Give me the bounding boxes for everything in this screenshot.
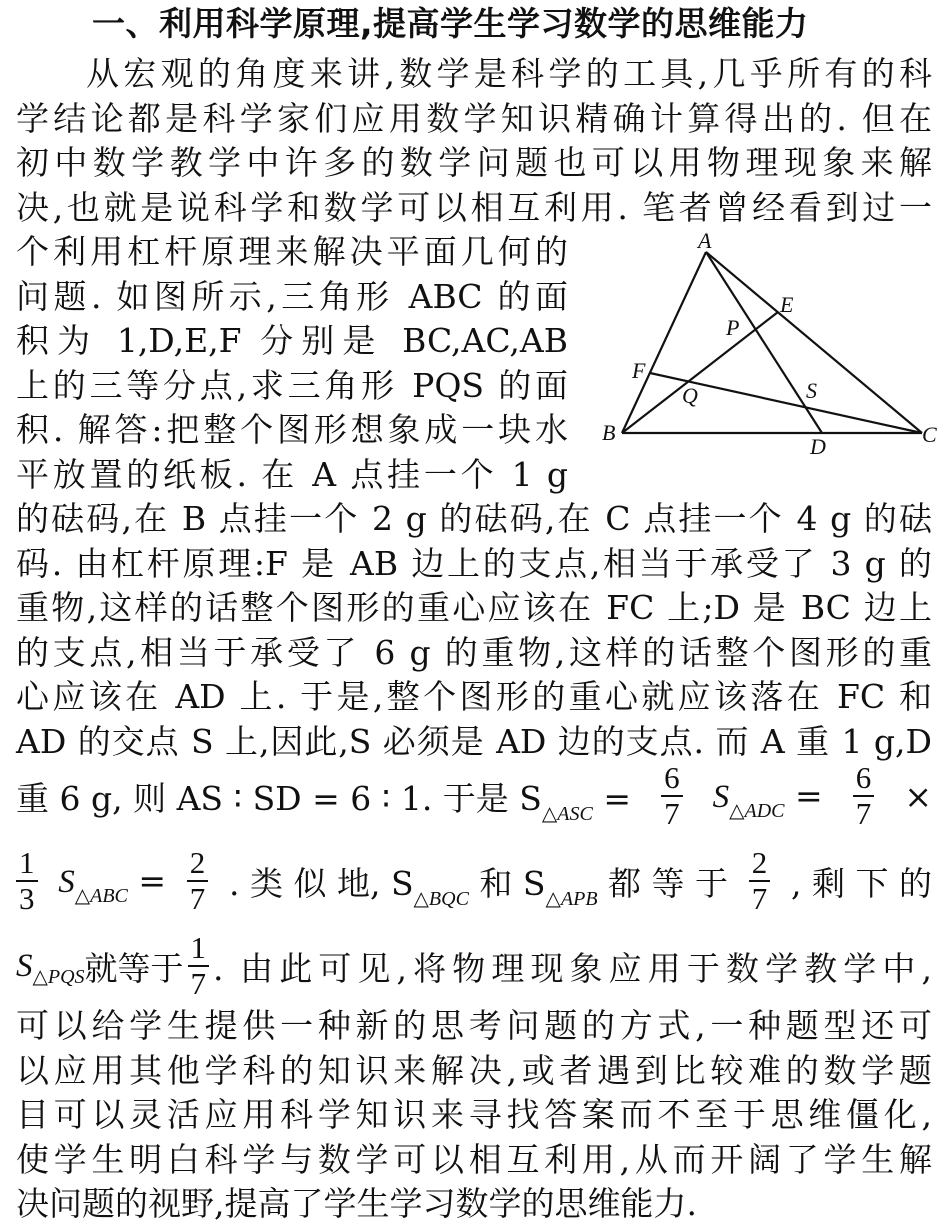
intro-line: 决,也就是说科学和数学可以相互利用. 笔者曾经看到过一 bbox=[16, 187, 932, 227]
fraction-numerator: 2 bbox=[187, 846, 209, 882]
math3-lead: 就等于 bbox=[84, 948, 184, 988]
body-line: 重物,这样的话整个图形的重心应该在 FC 上;D 是 BC 边上 bbox=[16, 588, 932, 627]
label-d: D bbox=[810, 434, 826, 459]
math1-eq2: = bbox=[784, 776, 823, 815]
math1-sub2: △ADC bbox=[729, 800, 785, 822]
math2-mid-group bbox=[229, 858, 729, 910]
body-line: 心应该在 AD 上. 于是,整个图形的重心就应该落在 FC 和 bbox=[16, 677, 932, 716]
fraction-numerator: 6 bbox=[661, 761, 683, 797]
math-line-2 bbox=[16, 843, 932, 919]
fraction-numerator: 2 bbox=[749, 846, 771, 882]
label-b: B bbox=[602, 420, 616, 445]
body-line: 码. 由杠杆原理:F 是 AB 边上的支点,相当于承受了 3 g 的 bbox=[16, 543, 932, 583]
body-line: 的支点,相当于承受了 6 g 的重物,这样的话整个图形的重 bbox=[16, 632, 932, 672]
side-line: 积为 1,D,E,F 分别是 BC,AC,AB bbox=[16, 321, 568, 360]
intro-line: 学结论都是科学家们应用数学知识精确计算得出的. 但在 bbox=[16, 98, 932, 138]
fraction-denominator: 7 bbox=[751, 881, 768, 916]
label-a: A bbox=[698, 230, 712, 253]
math2-and: 和 S bbox=[468, 863, 546, 903]
side-line: 上的三等分点,求三角形 PQS 的面 bbox=[16, 365, 568, 405]
math2-s-group bbox=[58, 861, 167, 907]
fraction-denominator: 7 bbox=[189, 881, 206, 916]
segment-ad bbox=[706, 252, 822, 433]
math-line-3 bbox=[16, 928, 932, 1004]
math2-tail: 都 等 于 bbox=[597, 863, 729, 903]
math2-fraction-1 bbox=[16, 846, 38, 916]
math2-sub1: △ABC bbox=[74, 885, 128, 907]
fraction-numerator: 6 bbox=[853, 761, 875, 797]
body-paragraph bbox=[16, 497, 932, 764]
math2-sub2: △BQC bbox=[413, 887, 469, 910]
label-p: P bbox=[726, 315, 740, 340]
fraction-denominator: 7 bbox=[664, 796, 680, 831]
label-e: E bbox=[780, 292, 794, 317]
math3-tail: . 由此可见,将物理现象应用于数学教学中, bbox=[213, 948, 932, 988]
closing-line: 决问题的视野,提高了学生学习数学的思维能力. bbox=[16, 1184, 697, 1223]
math2-fraction-3 bbox=[749, 846, 771, 916]
section-heading: 一、利用科学原理,提高学生学习数学的思维能力 bbox=[92, 4, 809, 43]
math2-mid: . 类 似 地, S bbox=[229, 863, 414, 903]
math1-sub1: △ASC bbox=[541, 802, 593, 825]
math1-fraction-2 bbox=[853, 761, 875, 831]
intro-paragraph bbox=[16, 52, 932, 230]
closing-paragraph bbox=[16, 1004, 932, 1227]
fraction-numerator: 1 bbox=[188, 931, 210, 967]
math3-s: S bbox=[16, 947, 33, 984]
side-line: 平放置的纸板. 在 A 点挂一个 1 g bbox=[16, 454, 568, 494]
label-c: C bbox=[922, 422, 937, 447]
fraction-denominator: 3 bbox=[19, 881, 35, 916]
triangle-figure bbox=[598, 230, 938, 462]
body-line: AD 的交点 S 上,因此,S 必须是 AD 边的支点. 而 A 重 1 g,D bbox=[16, 721, 932, 761]
math1-lead-group bbox=[16, 773, 631, 825]
math1-eq1: = bbox=[592, 778, 631, 818]
intro-line: 从宏观的角度来讲,数学是科学的工具,几乎所有的科 bbox=[86, 54, 932, 93]
intro-line: 初中数学教学中许多的数学问题也可以用物理现象来解 bbox=[16, 143, 932, 182]
triangle-diagram bbox=[598, 230, 938, 462]
fraction-denominator: 7 bbox=[190, 966, 207, 1001]
label-s: S bbox=[806, 378, 817, 403]
math-line-1 bbox=[16, 758, 932, 834]
math3-fraction bbox=[188, 931, 210, 1001]
math2-eq: = bbox=[127, 861, 167, 900]
math1-lead: 重 6 g, 则 AS ∶ SD = 6 ∶ 1. 于是 S bbox=[16, 778, 542, 818]
math1-times: × bbox=[904, 776, 932, 816]
math2-end: , 剩 下 的 bbox=[791, 863, 932, 903]
math1-s2: S bbox=[712, 779, 730, 815]
side-paragraph bbox=[16, 230, 568, 497]
label-f: F bbox=[632, 358, 646, 383]
closing-line: 可以给学生提供一种新的思考问题的方式,一种题型还可 bbox=[16, 1006, 932, 1045]
closing-line: 以应用其他学科的知识来解决,或者遇到比较难的数学题 bbox=[16, 1050, 932, 1090]
closing-line: 使学生明白科学与数学可以相互利用,从而开阔了学生解 bbox=[16, 1139, 932, 1179]
math3-sub: △PQS bbox=[32, 965, 85, 988]
math2-s1: S bbox=[58, 864, 75, 900]
fraction-numerator: 1 bbox=[16, 846, 38, 882]
side-line: 问题. 如图所示,三角形 ABC 的面 bbox=[16, 276, 568, 316]
label-q: Q bbox=[682, 383, 698, 408]
math1-fraction-1 bbox=[661, 761, 683, 831]
math2-fraction-2 bbox=[187, 846, 209, 916]
body-line: 的砝码,在 B 点挂一个 2 g 的砝码,在 C 点挂一个 4 g 的砝 bbox=[16, 499, 932, 538]
fraction-denominator: 7 bbox=[855, 796, 872, 831]
math1-mid-group bbox=[712, 776, 823, 822]
math2-sub3: △APB bbox=[545, 887, 598, 910]
closing-line: 目可以灵活应用科学知识来寻找答案而不至于思维僵化, bbox=[16, 1095, 932, 1134]
side-line: 积. 解答:把整个图形想象成一块水 bbox=[16, 410, 568, 449]
side-line: 个利用杠杆原理来解决平面几何的 bbox=[16, 232, 568, 271]
